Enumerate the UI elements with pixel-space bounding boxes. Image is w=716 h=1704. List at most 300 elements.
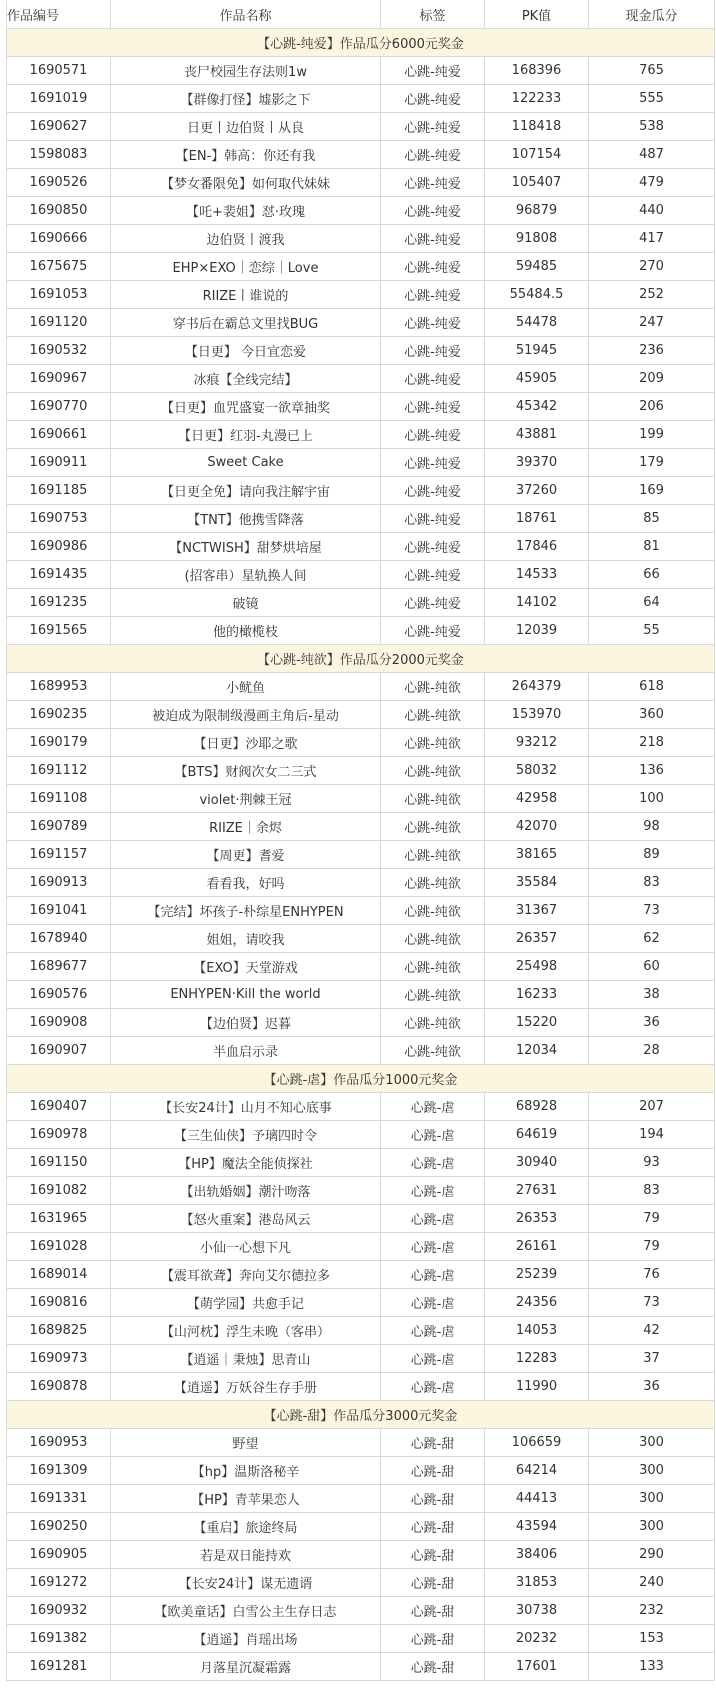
cash-share-cell: 240 [589,1569,715,1597]
work-id-cell: 1691028 [7,1233,111,1261]
work-title-cell: 冰痕【全线完结】 [111,365,381,393]
tag-cell: 心跳-甜 [381,1541,485,1569]
work-title-cell: 【周更】耆爱 [111,841,381,869]
work-id-cell: 1691309 [7,1457,111,1485]
cash-share-cell: 83 [589,869,715,897]
ranking-table [6,0,715,1681]
work-title-cell: 边伯贤丨渡我 [111,225,381,253]
tag-cell: 心跳-虐 [381,1177,485,1205]
work-title-cell: 【完结】坏孩子-朴综星ENHYPEN [111,897,381,925]
table-row [7,785,715,813]
tag-cell: 心跳-甜 [381,1429,485,1457]
pk-value-cell: 118418 [485,113,589,141]
cash-share-cell: 73 [589,897,715,925]
work-id-cell: 1690908 [7,1009,111,1037]
tag-cell: 心跳-纯爱 [381,561,485,589]
section-header-row [7,29,715,57]
cash-share-cell: 62 [589,925,715,953]
cash-share-cell: 136 [589,757,715,785]
table-row [7,1457,715,1485]
work-id-cell: 1690816 [7,1289,111,1317]
tag-cell: 心跳-纯爱 [381,477,485,505]
work-id-cell: 1689825 [7,1317,111,1345]
work-title-cell: 若是双日能持欢 [111,1541,381,1569]
tag-cell: 心跳-纯爱 [381,421,485,449]
cash-share-cell: 36 [589,1373,715,1401]
table-row [7,337,715,365]
work-id-cell: 1691053 [7,281,111,309]
tag-cell: 心跳-纯爱 [381,589,485,617]
work-title-cell: 他的橄榄枝 [111,617,381,645]
work-id-cell: 1691331 [7,1485,111,1513]
work-id-cell: 1691019 [7,85,111,113]
work-id-cell: 1690753 [7,505,111,533]
table-row [7,841,715,869]
table-row [7,1429,715,1457]
work-id-cell: 1691108 [7,785,111,813]
work-id-cell: 1690235 [7,701,111,729]
table-body [7,29,715,1681]
cash-share-cell: 76 [589,1261,715,1289]
pk-value-cell: 30738 [485,1597,589,1625]
cash-share-cell: 555 [589,85,715,113]
table-row [7,57,715,85]
pk-value-cell: 11990 [485,1373,589,1401]
work-title-cell: 【重启】旅途终局 [111,1513,381,1541]
work-title-cell: 【TNT】他携雪降落 [111,505,381,533]
cash-share-cell: 42 [589,1317,715,1345]
work-title-cell: 【欧美童话】白雪公主生存日志 [111,1597,381,1625]
work-id-cell: 1690532 [7,337,111,365]
pk-value-cell: 27631 [485,1177,589,1205]
cash-share-cell: 66 [589,561,715,589]
pk-value-cell: 64214 [485,1457,589,1485]
pk-value-cell: 12034 [485,1037,589,1065]
work-title-cell: 破镜 [111,589,381,617]
work-title-cell: 丧尸校园生存法则1w [111,57,381,85]
work-id-cell: 1691150 [7,1149,111,1177]
pk-value-cell: 14533 [485,561,589,589]
table-row [7,141,715,169]
work-title-cell: 看看我，好吗 [111,869,381,897]
cash-share-cell: 83 [589,1177,715,1205]
tag-cell: 心跳-纯欲 [381,673,485,701]
work-title-cell: 【日更】沙耶之歌 [111,729,381,757]
tag-cell: 心跳-纯爱 [381,309,485,337]
work-id-cell: 1690661 [7,421,111,449]
work-title-cell: RIIZE丨谁说的 [111,281,381,309]
pk-value-cell: 26357 [485,925,589,953]
tag-cell: 心跳-纯爱 [381,141,485,169]
table-row [7,1541,715,1569]
table-row [7,925,715,953]
pk-value-cell: 26353 [485,1205,589,1233]
cash-share-cell: 232 [589,1597,715,1625]
work-id-cell: 1691082 [7,1177,111,1205]
cash-share-cell: 300 [589,1513,715,1541]
pk-value-cell: 12039 [485,617,589,645]
column-header-pk: PK值 [485,1,589,29]
section-header-row [7,1401,715,1429]
work-id-cell: 1690627 [7,113,111,141]
tag-cell: 心跳-纯爱 [381,281,485,309]
pk-value-cell: 168396 [485,57,589,85]
table-row [7,1569,715,1597]
work-title-cell: 【逍遥】万妖谷生存手册 [111,1373,381,1401]
pk-value-cell: 68928 [485,1093,589,1121]
cash-share-cell: 64 [589,589,715,617]
table-row [7,421,715,449]
tag-cell: 心跳-纯爱 [381,169,485,197]
table-row [7,757,715,785]
table-row [7,897,715,925]
pk-value-cell: 14053 [485,1317,589,1345]
column-header-id: 作品编号 [7,1,111,29]
table-row [7,1093,715,1121]
cash-share-cell: 36 [589,1009,715,1037]
section-title: 【心跳-纯爱】作品瓜分6000元奖金 [7,29,715,57]
pk-value-cell: 39370 [485,449,589,477]
table-row [7,1121,715,1149]
pk-value-cell: 107154 [485,141,589,169]
work-id-cell: 1691435 [7,561,111,589]
table-row [7,1261,715,1289]
table-row [7,1345,715,1373]
tag-cell: 心跳-甜 [381,1569,485,1597]
table-row [7,701,715,729]
work-title-cell: 【群像打怪】墟影之下 [111,85,381,113]
work-title-cell: Sweet Cake [111,449,381,477]
ranking-table-container [6,0,714,1681]
work-title-cell: 被迫成为限制级漫画主角后-星动 [111,701,381,729]
work-id-cell: 1690250 [7,1513,111,1541]
cash-share-cell: 98 [589,813,715,841]
table-row [7,981,715,1009]
table-row [7,1485,715,1513]
tag-cell: 心跳-纯欲 [381,925,485,953]
cash-share-cell: 89 [589,841,715,869]
cash-share-cell: 28 [589,1037,715,1065]
cash-share-cell: 169 [589,477,715,505]
table-row [7,365,715,393]
tag-cell: 心跳-纯欲 [381,841,485,869]
table-row [7,1177,715,1205]
cash-share-cell: 37 [589,1345,715,1373]
table-row [7,505,715,533]
cash-share-cell: 247 [589,309,715,337]
work-title-cell: 【梦女番限免】如何取代妹妹 [111,169,381,197]
work-title-cell: 【hp】温斯洛秘辛 [111,1457,381,1485]
work-title-cell: 【萌学园】共愈手记 [111,1289,381,1317]
work-id-cell: 1690913 [7,869,111,897]
tag-cell: 心跳-甜 [381,1457,485,1485]
cash-share-cell: 179 [589,449,715,477]
pk-value-cell: 12283 [485,1345,589,1373]
work-id-cell: 1678940 [7,925,111,953]
table-row [7,477,715,505]
pk-value-cell: 43881 [485,421,589,449]
work-title-cell: 姐姐，请咬我 [111,925,381,953]
pk-value-cell: 38406 [485,1541,589,1569]
pk-value-cell: 93212 [485,729,589,757]
work-title-cell: 【出轨婚姻】潮汁吻落 [111,1177,381,1205]
tag-cell: 心跳-虐 [381,1149,485,1177]
work-title-cell: violet·荆棘王冠 [111,785,381,813]
work-title-cell: 日更丨边伯贤丨从良 [111,113,381,141]
work-title-cell: 【边伯贤】迟暮 [111,1009,381,1037]
work-id-cell: 1689953 [7,673,111,701]
pk-value-cell: 31853 [485,1569,589,1597]
work-id-cell: 1690905 [7,1541,111,1569]
work-id-cell: 1690978 [7,1121,111,1149]
pk-value-cell: 15220 [485,1009,589,1037]
cash-share-cell: 73 [589,1289,715,1317]
work-title-cell: 【NCTWISH】甜梦烘培屋 [111,533,381,561]
work-title-cell: (招客串）星轨换人间 [111,561,381,589]
work-id-cell: 1691120 [7,309,111,337]
section-title: 【心跳-纯欲】作品瓜分2000元奖金 [7,645,715,673]
table-row [7,869,715,897]
pk-value-cell: 59485 [485,253,589,281]
tag-cell: 心跳-纯欲 [381,757,485,785]
table-row [7,1037,715,1065]
tag-cell: 心跳-纯欲 [381,785,485,813]
work-id-cell: 1690526 [7,169,111,197]
tag-cell: 心跳-虐 [381,1233,485,1261]
tag-cell: 心跳-纯爱 [381,449,485,477]
work-id-cell: 1690770 [7,393,111,421]
section-title: 【心跳-虐】作品瓜分1000元奖金 [7,1065,715,1093]
pk-value-cell: 18761 [485,505,589,533]
table-row [7,1513,715,1541]
cash-share-cell: 538 [589,113,715,141]
work-title-cell: 【HP】青苹果恋人 [111,1485,381,1513]
work-id-cell: 1691272 [7,1569,111,1597]
tag-cell: 心跳-甜 [381,1625,485,1653]
pk-value-cell: 45905 [485,365,589,393]
tag-cell: 心跳-虐 [381,1317,485,1345]
work-id-cell: 1691281 [7,1653,111,1681]
tag-cell: 心跳-虐 [381,1373,485,1401]
work-title-cell: 【怒火重案】港岛风云 [111,1205,381,1233]
pk-value-cell: 122233 [485,85,589,113]
pk-value-cell: 16233 [485,981,589,1009]
tag-cell: 心跳-纯欲 [381,953,485,981]
work-id-cell: 1691157 [7,841,111,869]
cash-share-cell: 487 [589,141,715,169]
pk-value-cell: 44413 [485,1485,589,1513]
table-row [7,393,715,421]
tag-cell: 心跳-纯爱 [381,365,485,393]
table-row [7,1149,715,1177]
tag-cell: 心跳-纯欲 [381,869,485,897]
pk-value-cell: 17601 [485,1653,589,1681]
table-row [7,1373,715,1401]
cash-share-cell: 218 [589,729,715,757]
work-id-cell: 1689014 [7,1261,111,1289]
table-row [7,561,715,589]
work-id-cell: 1690666 [7,225,111,253]
work-title-cell: 【BTS】财阀次女二三式 [111,757,381,785]
pk-value-cell: 30940 [485,1149,589,1177]
work-title-cell: 月落星沉凝霜露 [111,1653,381,1681]
work-title-cell: 【山河枕】浮生未晚（客串） [111,1317,381,1345]
work-id-cell: 1690986 [7,533,111,561]
tag-cell: 心跳-虐 [381,1093,485,1121]
pk-value-cell: 43594 [485,1513,589,1541]
table-row [7,449,715,477]
tag-cell: 心跳-纯爱 [381,225,485,253]
work-title-cell: EHP×EXO｜恋综｜Love [111,253,381,281]
table-row [7,1233,715,1261]
cash-share-cell: 765 [589,57,715,85]
tag-cell: 心跳-纯爱 [381,505,485,533]
work-id-cell: 1690973 [7,1345,111,1373]
tag-cell: 心跳-甜 [381,1513,485,1541]
work-id-cell: 1690878 [7,1373,111,1401]
cash-share-cell: 300 [589,1457,715,1485]
cash-share-cell: 194 [589,1121,715,1149]
work-id-cell: 1691112 [7,757,111,785]
table-row [7,813,715,841]
pk-value-cell: 42070 [485,813,589,841]
pk-value-cell: 25498 [485,953,589,981]
work-title-cell: 【震耳欲聋】奔向艾尔德拉多 [111,1261,381,1289]
work-title-cell: 【日更】红羽-丸漫已上 [111,421,381,449]
work-id-cell: 1598083 [7,141,111,169]
column-header-cash: 现金瓜分 [589,1,715,29]
cash-share-cell: 270 [589,253,715,281]
work-id-cell: 1690911 [7,449,111,477]
table-row [7,85,715,113]
cash-share-cell: 290 [589,1541,715,1569]
pk-value-cell: 106659 [485,1429,589,1457]
pk-value-cell: 14102 [485,589,589,617]
cash-share-cell: 55 [589,617,715,645]
work-id-cell: 1690850 [7,197,111,225]
cash-share-cell: 79 [589,1205,715,1233]
column-header-tag: 标签 [381,1,485,29]
work-title-cell: 【日更】 今日宜恋爱 [111,337,381,365]
pk-value-cell: 31367 [485,897,589,925]
tag-cell: 心跳-纯欲 [381,1009,485,1037]
tag-cell: 心跳-纯爱 [381,197,485,225]
work-title-cell: 【逍遥】肖瑶出场 [111,1625,381,1653]
pk-value-cell: 153970 [485,701,589,729]
tag-cell: 心跳-甜 [381,1485,485,1513]
table-row [7,673,715,701]
section-header-row [7,1065,715,1093]
work-title-cell: 【日更全免】请向我注解宇宙 [111,477,381,505]
table-row [7,589,715,617]
tag-cell: 心跳-甜 [381,1597,485,1625]
tag-cell: 心跳-纯爱 [381,113,485,141]
work-id-cell: 1690967 [7,365,111,393]
work-id-cell: 1690407 [7,1093,111,1121]
work-title-cell: 【逍遥｜秉烛】思青山 [111,1345,381,1373]
pk-value-cell: 264379 [485,673,589,701]
table-row [7,1653,715,1681]
column-header-title: 作品名称 [111,1,381,29]
work-id-cell: 1690953 [7,1429,111,1457]
cash-share-cell: 360 [589,701,715,729]
cash-share-cell: 236 [589,337,715,365]
pk-value-cell: 38165 [485,841,589,869]
table-header [7,1,715,29]
cash-share-cell: 60 [589,953,715,981]
tag-cell: 心跳-纯欲 [381,729,485,757]
table-row [7,1289,715,1317]
cash-share-cell: 300 [589,1485,715,1513]
work-id-cell: 1675675 [7,253,111,281]
tag-cell: 心跳-虐 [381,1345,485,1373]
work-id-cell: 1690932 [7,1597,111,1625]
tag-cell: 心跳-纯爱 [381,57,485,85]
cash-share-cell: 85 [589,505,715,533]
work-id-cell: 1691382 [7,1625,111,1653]
cash-share-cell: 440 [589,197,715,225]
pk-value-cell: 51945 [485,337,589,365]
work-id-cell: 1691185 [7,477,111,505]
pk-value-cell: 42958 [485,785,589,813]
tag-cell: 心跳-纯欲 [381,701,485,729]
work-id-cell: 1690576 [7,981,111,1009]
table-row [7,1317,715,1345]
cash-share-cell: 300 [589,1429,715,1457]
tag-cell: 心跳-纯欲 [381,813,485,841]
cash-share-cell: 618 [589,673,715,701]
pk-value-cell: 58032 [485,757,589,785]
cash-share-cell: 252 [589,281,715,309]
table-row [7,309,715,337]
table-row [7,281,715,309]
cash-share-cell: 100 [589,785,715,813]
work-title-cell: 【EXO】天堂游戏 [111,953,381,981]
work-id-cell: 1690789 [7,813,111,841]
table-row [7,617,715,645]
work-title-cell: 【长安24计】谋无遗谞 [111,1569,381,1597]
work-title-cell: 半血启示录 [111,1037,381,1065]
pk-value-cell: 24356 [485,1289,589,1317]
cash-share-cell: 81 [589,533,715,561]
tag-cell: 心跳-纯爱 [381,253,485,281]
work-title-cell: 小鱿鱼 [111,673,381,701]
section-header-row [7,645,715,673]
work-title-cell: 【吒+裴姐】怼·玫瑰 [111,197,381,225]
work-title-cell: 小仙一心想下凡 [111,1233,381,1261]
pk-value-cell: 17846 [485,533,589,561]
work-title-cell: 【长安24计】山月不知心底事 [111,1093,381,1121]
cash-share-cell: 417 [589,225,715,253]
pk-value-cell: 35584 [485,869,589,897]
tag-cell: 心跳-虐 [381,1121,485,1149]
section-title: 【心跳-甜】作品瓜分3000元奖金 [7,1401,715,1429]
table-row [7,253,715,281]
work-id-cell: 1691041 [7,897,111,925]
pk-value-cell: 45342 [485,393,589,421]
work-id-cell: 1689677 [7,953,111,981]
table-row [7,169,715,197]
table-row [7,1009,715,1037]
work-title-cell: 【EN-】韩高：你还有我 [111,141,381,169]
work-id-cell: 1690907 [7,1037,111,1065]
tag-cell: 心跳-虐 [381,1261,485,1289]
table-row [7,225,715,253]
table-row [7,729,715,757]
tag-cell: 心跳-甜 [381,1653,485,1681]
cash-share-cell: 199 [589,421,715,449]
cash-share-cell: 207 [589,1093,715,1121]
